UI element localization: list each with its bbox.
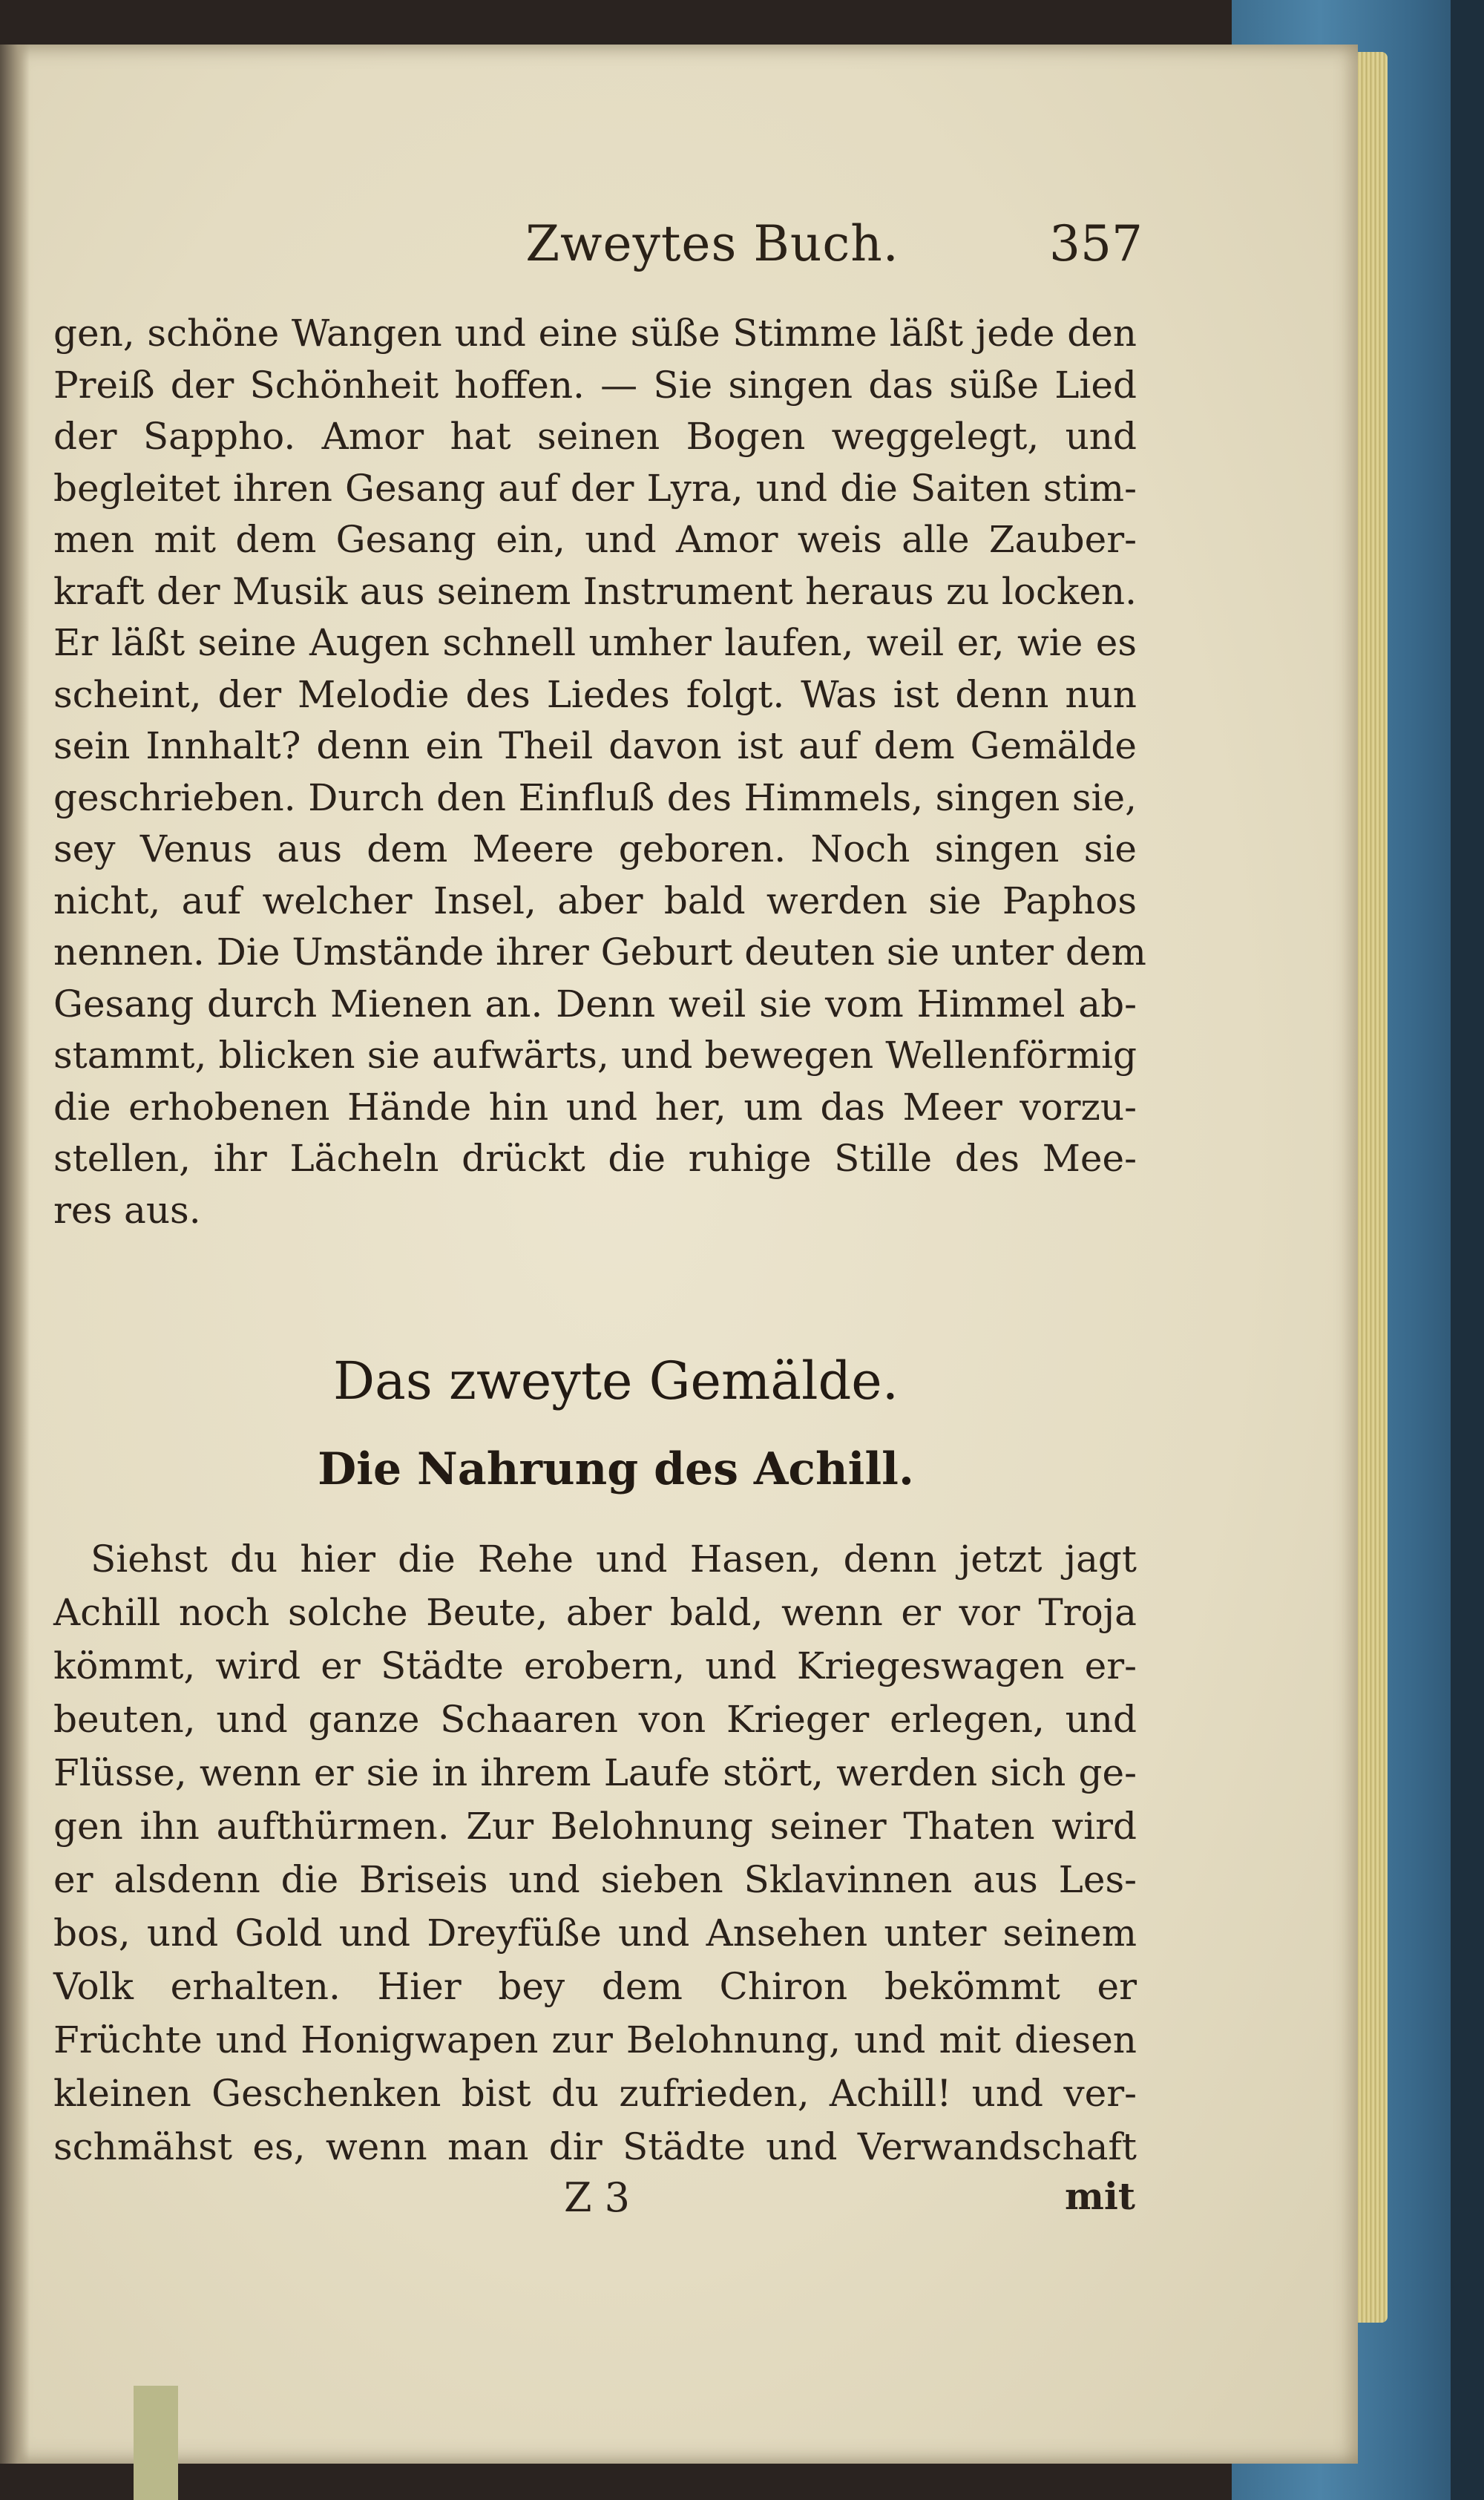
text-line: kleinen Geschenken bist du zufrieden, Achill! und ver- bbox=[53, 2072, 1137, 2115]
text-line: Preiß der Schönheit hoffen. — Sie singen das süße Lied bbox=[53, 363, 1137, 407]
text-line: kömmt, wird er Städte erobern, und Kriegeswagen er- bbox=[53, 1644, 1137, 1687]
text-line: sein Innhalt? denn ein Theil davon ist auf dem Gemälde bbox=[53, 724, 1137, 767]
text-line: sey Venus aus dem Meere geboren. Noch singen sie bbox=[53, 827, 1137, 870]
text-line: Siehst du hier die Rehe und Hasen, denn jetzt jagt bbox=[91, 1538, 1137, 1581]
text-line: er alsdenn die Briseis und sieben Sklavinnen aus Les- bbox=[53, 1858, 1137, 1901]
paragraph-1 bbox=[53, 308, 1146, 1236]
text-line: begleitet ihren Gesang auf der Lyra, und die Saiten stim- bbox=[53, 466, 1137, 510]
page-number: 357 bbox=[1049, 215, 1143, 272]
page-gutter bbox=[0, 45, 30, 2464]
text-line: schmähst es, wenn man dir Städte und Verwandschaft bbox=[53, 2125, 1137, 2168]
paragraph-2 bbox=[53, 1532, 1137, 2173]
section-title: Das zweyte Gemälde. bbox=[333, 1351, 899, 1411]
text-line: bos, und Gold und Dreyfüße und Ansehen unter seinem bbox=[53, 1912, 1137, 1955]
text-line: men mit dem Gesang ein, und Amor weis alle Zauber- bbox=[53, 518, 1137, 561]
text-line: Früchte und Honigwapen zur Belohnung, und mit diesen bbox=[53, 2018, 1137, 2061]
running-title: Zweytes Buch. bbox=[525, 215, 899, 272]
text-line: Er läßt seine Augen schnell umher laufen, weil er, wie es bbox=[53, 621, 1137, 664]
text-line: beuten, und ganze Schaaren von Krieger erlegen, und bbox=[53, 1698, 1137, 1741]
text-line: gen ihn aufthürmen. Zur Belohnung seiner Thaten wird bbox=[53, 1805, 1137, 1848]
bookmark-ribbon bbox=[134, 2386, 178, 2500]
text-line: Flüsse, wenn er sie in ihrem Laufe stört, werden sich ge- bbox=[53, 1751, 1137, 1794]
printer-signature: Z 3 bbox=[564, 2174, 631, 2221]
text-line: scheint, der Melodie des Liedes folgt. Was ist denn nun bbox=[53, 672, 1137, 716]
text-line: Volk erhalten. Hier bey dem Chiron bekömmt er bbox=[53, 1965, 1137, 2008]
text-line: stammt, blicken sie aufwärts, und bewegen Wellenförmig bbox=[53, 1034, 1137, 1077]
text-line: gen, schöne Wangen und eine süße Stimme läßt jede den bbox=[53, 312, 1137, 355]
text-line: geschrieben. Durch den Einfluß des Himmels, singen sie, bbox=[53, 775, 1137, 819]
section-subtitle: Die Nahrung des Achill. bbox=[318, 1443, 914, 1495]
cover-edge bbox=[1451, 0, 1484, 2500]
text-line: die erhobenen Hände hin und her, um das Meer vorzu- bbox=[53, 1085, 1137, 1129]
text-line: Achill noch solche Beute, aber bald, wenn er vor Troja bbox=[53, 1591, 1137, 1634]
text-line: kraft der Musik aus seinem Instrument heraus zu locken. bbox=[53, 569, 1137, 613]
text-line: Gesang durch Mienen an. Denn weil sie vom Himmel ab- bbox=[53, 982, 1137, 1026]
text-line: der Sappho. Amor hat seinen Bogen weggelegt, und bbox=[53, 415, 1137, 458]
text-line: nennen. Die Umstände ihrer Geburt deuten sie unter dem bbox=[53, 931, 1146, 974]
text-line: stellen, ihr Lächeln drückt die ruhige Stille des Mee- bbox=[53, 1137, 1137, 1180]
catchword: mit bbox=[1065, 2174, 1135, 2218]
text-line: nicht, auf welcher Insel, aber bald werden sie Paphos bbox=[53, 879, 1137, 922]
page-header bbox=[89, 215, 1143, 297]
text-line: res aus. bbox=[53, 1188, 201, 1232]
